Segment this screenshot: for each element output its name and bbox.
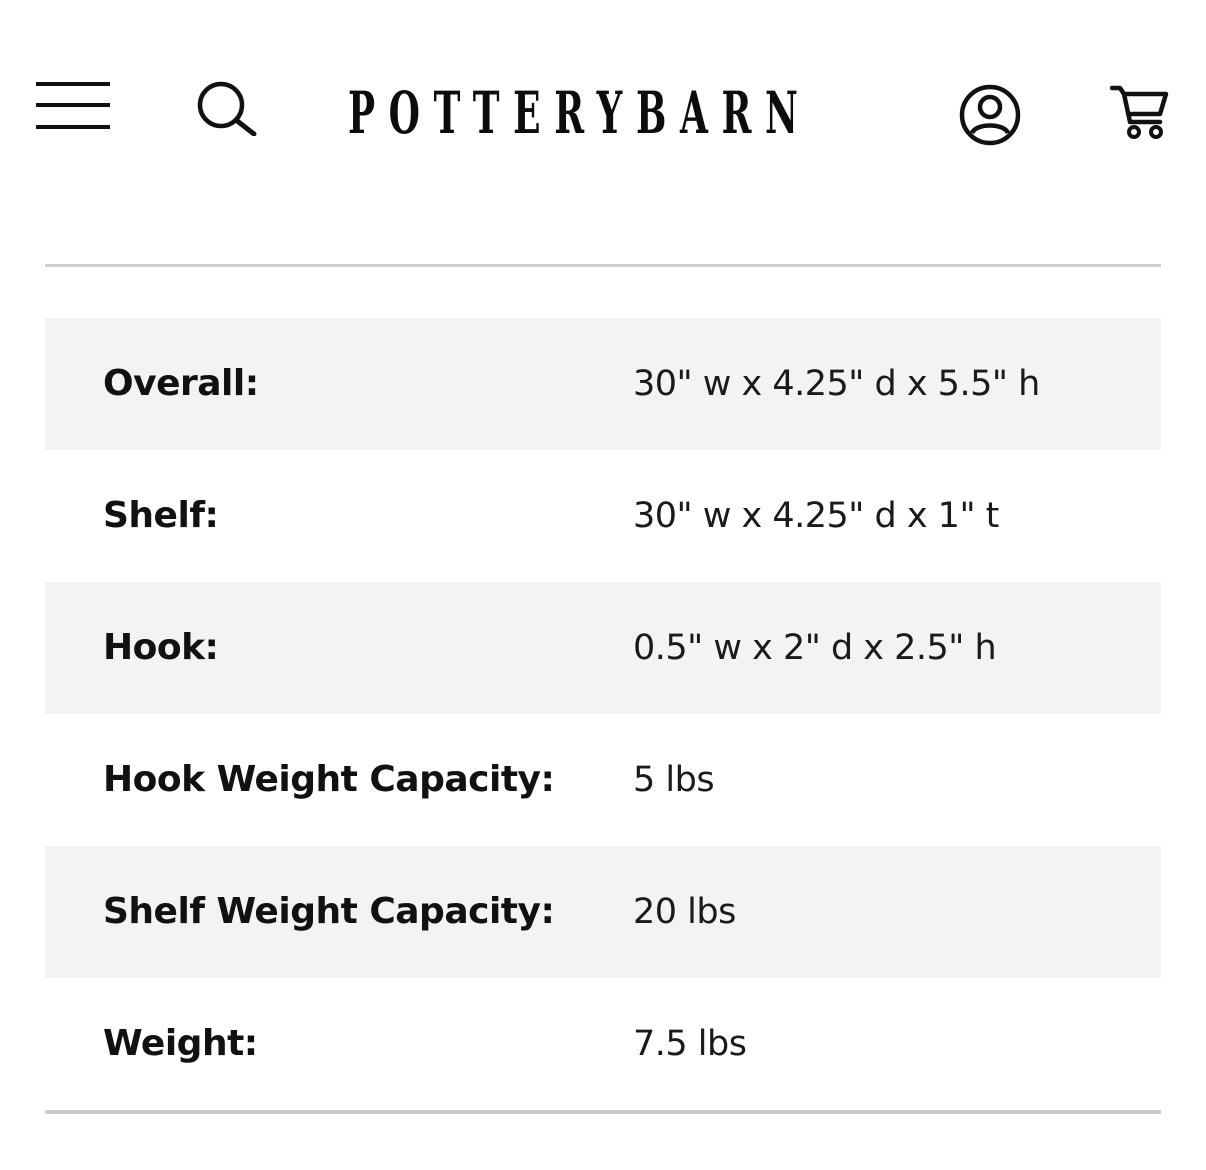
spec-row-hook	[45, 582, 1161, 714]
spec-label: Weight:	[103, 1023, 258, 1064]
top-divider	[45, 264, 1161, 267]
spec-label: Overall:	[103, 363, 259, 404]
spec-value: 7.5 lbs	[633, 1024, 747, 1064]
account-button[interactable]	[958, 83, 1022, 147]
cart-icon	[1110, 84, 1170, 142]
spec-value: 0.5" w x 2" d x 2.5" h	[633, 628, 997, 668]
bottom-divider	[45, 1110, 1161, 1114]
spec-row-overall	[45, 318, 1161, 450]
site-header	[0, 0, 1206, 225]
search-icon	[196, 80, 260, 136]
spec-row-shelf-weight-capacity	[45, 846, 1161, 978]
menu-button[interactable]	[34, 80, 112, 132]
hamburger-menu-icon	[34, 80, 112, 132]
potterybarn-logo[interactable]: POTTERYBARN	[348, 79, 812, 147]
spec-value: 30" w x 4.25" d x 5.5" h	[633, 364, 1040, 404]
dimensions-table	[45, 318, 1161, 1110]
search-button[interactable]	[196, 80, 260, 136]
spec-label: Hook:	[103, 627, 219, 668]
spec-label: Shelf:	[103, 495, 219, 536]
spec-label: Shelf Weight Capacity:	[103, 891, 555, 932]
spec-value: 5 lbs	[633, 760, 715, 800]
spec-row-shelf	[45, 450, 1161, 582]
account-icon	[958, 83, 1022, 147]
spec-row-hook-weight-capacity	[45, 714, 1161, 846]
spec-value: 20 lbs	[633, 892, 736, 932]
cart-button[interactable]	[1110, 84, 1170, 142]
spec-row-weight	[45, 978, 1161, 1110]
spec-value: 30" w x 4.25" d x 1" t	[633, 496, 999, 536]
spec-label: Hook Weight Capacity:	[103, 759, 555, 800]
